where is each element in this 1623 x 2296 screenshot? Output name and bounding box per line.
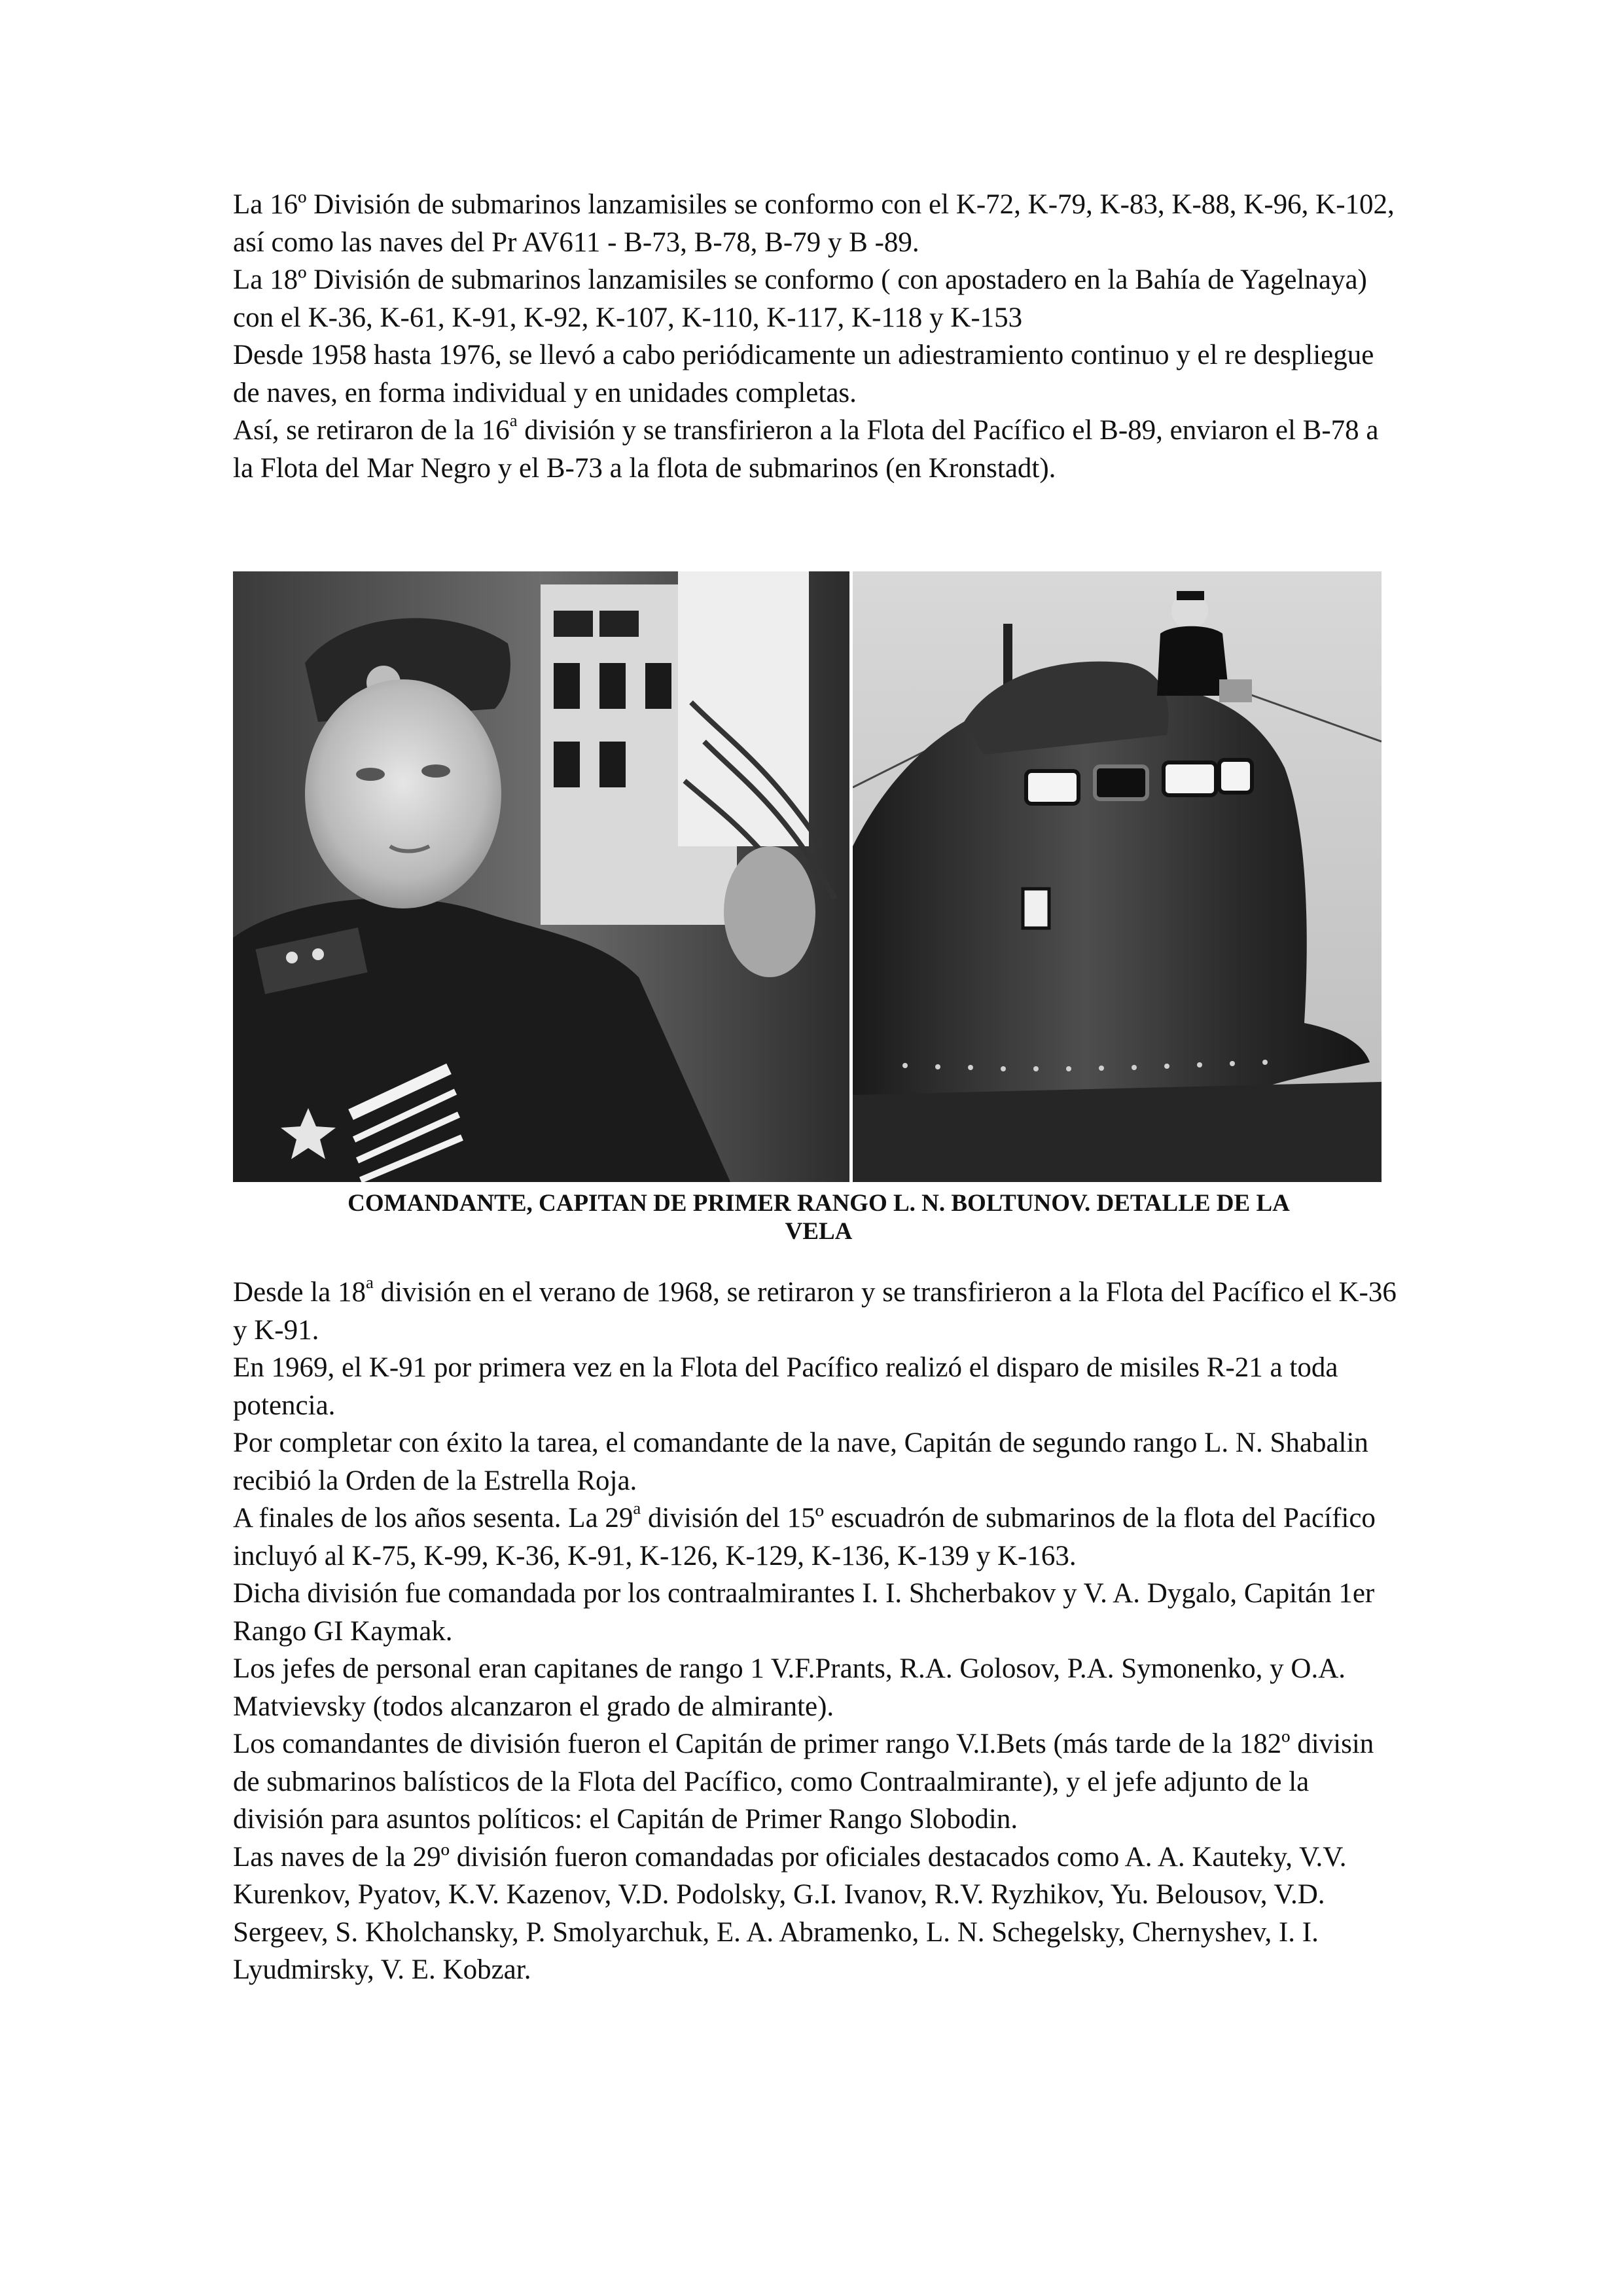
commander-portrait-image (233, 571, 849, 1182)
paragraph: Dicha división fue comandada por los contraalmirantes I. I. Shcherbakov y V. A. Dygalo, Capitán 1er Rango GI Kaymak. (233, 1578, 1375, 1647)
commander-portrait-photo (233, 571, 849, 1182)
text-run: A finales de los años sesenta. La 29 (233, 1503, 633, 1534)
figure-caption (233, 1189, 1404, 1246)
paragraph: Desde 1958 hasta 1976, se llevó a cabo periódicamente un adiestramiento continuo y el re despliegue de naves, en forma individual y en unidades completas. (233, 340, 1374, 408)
caption-line: COMANDANTE, CAPITAN DE PRIMER RANGO L. N. BOLTUNOV. DETALLE DE LA (348, 1190, 1290, 1217)
paragraph: En 1969, el K-91 por primera vez en la Flota del Pacífico realizó el disparo de misiles R-21 a toda potencia. (233, 1352, 1338, 1421)
ordinal-superscript: a (633, 1498, 641, 1518)
paragraph: Por completar con éxito la tarea, el comandante de la nave, Capitán de segundo rango L. N. Shabalin recibió la Orden de la Estrella Roja. (233, 1427, 1368, 1496)
text-block-top (233, 186, 1404, 487)
paragraph: Los jefes de personal eran capitanes de rango 1 V.F.Prants, R.A. Golosov, P.A. Symonenko, y O.A. Matvievsky (todos alcanzaron el grado de almirante). (233, 1653, 1346, 1722)
text-run: Desde la 18 (233, 1277, 366, 1308)
paragraph (233, 1274, 1404, 1349)
paragraph: La 16º División de submarinos lanzamisiles se conformo con el K-72, K-79, K-83, K-88, K-96, K-102, así como las naves del Pr AV611 - B-73, B-78, B-79 y B -89. (233, 189, 1395, 258)
ordinal-superscript: a (509, 410, 518, 431)
submarine-sail-image (853, 571, 1382, 1182)
text-run: división y se transfirieron a la Flota del Pacífico el B-89, enviaron el B-78 a la Flota del Mar Negro y el B-73 a la flota de submarinos (en Kronstadt). (233, 415, 1379, 484)
caption-line: VELA (785, 1218, 853, 1245)
submarine-sail-photo (853, 571, 1382, 1182)
paragraph (233, 1499, 1404, 1575)
ordinal-superscript: a (366, 1272, 374, 1293)
paragraph: Las naves de la 29º división fueron comandadas por oficiales destacados como A. A. Kauteky, V.V. Kurenkov, Pyatov, K.V. Kazenov, V.D. Podolsky, G.I. Ivanov, R.V. Ryzhikov, Yu. Belousov, V.D. Sergeev, S. Kholchansky, P. Smolyarchuk, E. A. Abramenko, L. N. Schegelsky, Chernyshev, I. I. Lyudmirsky, V. E. Kobzar. (233, 1841, 1347, 1985)
text-run: división del 15º escuadrón de submarinos de la flota del Pacífico incluyó al K-75, K-99, K-36, K-91, K-126, K-129, K-136, K-139 y K-163. (233, 1503, 1376, 1571)
text-block-bottom (233, 1274, 1404, 1989)
text-run: Así, se retiraron de la 16 (233, 415, 510, 446)
paragraph (233, 412, 1404, 487)
text-run: división en el verano de 1968, se retiraron y se transfirieron a la Flota del Pacífico el K-36 y K-91. (233, 1277, 1397, 1346)
paragraph: La 18º División de submarinos lanzamisiles se conformo ( con apostadero en la Bahía de Yagelnaya) con el K-36, K-61, K-91, K-92, K-107, K-110, K-117, K-118 y K-153 (233, 264, 1367, 333)
paragraph: Los comandantes de división fueron el Capitán de primer rango V.I.Bets (más tarde de la 182º divisin de submarinos balísticos de la Flota del Pacífico, como Contraalmirante), y el jefe adjunto de la división para asuntos políticos: el Capitán de Primer Rango Slobodin. (233, 1729, 1374, 1835)
